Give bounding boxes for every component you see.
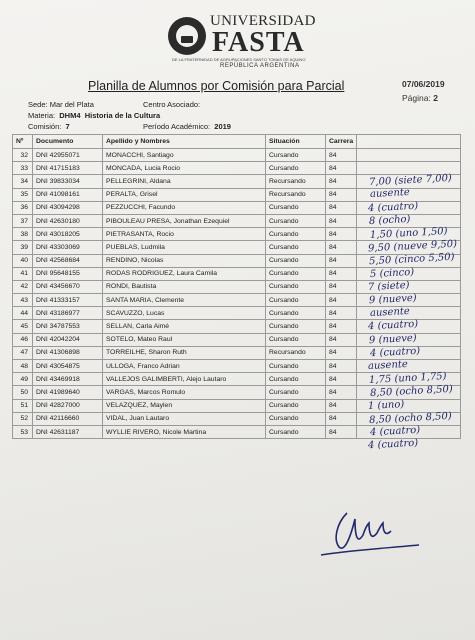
row-career: 84 xyxy=(326,386,357,399)
table-row xyxy=(13,162,461,175)
row-number: 38 xyxy=(13,228,33,241)
handwritten-grade: 7 (siete) xyxy=(367,279,410,293)
header-situation: Situación xyxy=(266,135,326,149)
row-career: 84 xyxy=(326,294,357,307)
row-document: DNI 42630180 xyxy=(33,214,103,227)
row-name: VIDAL, Juan Lautaro xyxy=(103,412,266,425)
row-document: DNI 34787553 xyxy=(33,320,103,333)
row-situation: Recursando xyxy=(266,188,326,201)
centro-label: Centro Asociado: xyxy=(143,100,201,109)
row-document: DNI 41306898 xyxy=(33,346,103,359)
row-document: DNI 39833034 xyxy=(33,175,103,188)
row-number: 43 xyxy=(13,294,33,307)
row-document: DNI 43456670 xyxy=(33,280,103,293)
row-career: 84 xyxy=(326,241,357,254)
handwritten-grade: 9,50 (nueve 9,50) xyxy=(367,238,458,255)
row-career: 84 xyxy=(326,412,357,425)
handwritten-grade: 8 (ocho) xyxy=(368,213,411,227)
row-name: PELLEGRINI, Aldana xyxy=(103,175,266,188)
row-document: DNI 42568684 xyxy=(33,254,103,267)
row-career: 84 xyxy=(326,333,357,346)
header-grade-blank xyxy=(357,135,461,149)
row-name: MONCADA, Lucia Rocio xyxy=(103,162,266,175)
materia-name: Historia de la Cultura xyxy=(84,111,161,120)
row-situation: Cursando xyxy=(266,241,326,254)
handwritten-grade: 4 (cuatro) xyxy=(367,319,419,333)
row-name: RENDINO, Nicolas xyxy=(103,254,266,267)
materia-line xyxy=(28,111,160,120)
row-number: 51 xyxy=(13,399,33,412)
row-situation: Cursando xyxy=(266,386,326,399)
page-number-value: 2 xyxy=(433,93,438,103)
row-situation: Cursando xyxy=(266,267,326,280)
row-career: 84 xyxy=(326,175,357,188)
university-seal-icon xyxy=(168,17,206,55)
row-document: DNI 43186977 xyxy=(33,307,103,320)
row-situation: Cursando xyxy=(266,149,326,162)
header-career: Carrera xyxy=(326,135,357,149)
page-number-label: Página: xyxy=(402,93,431,103)
handwritten-grade: 4 (cuatro) xyxy=(367,437,419,452)
handwritten-grade: ausente xyxy=(369,306,411,320)
row-name: PERALTA, Grisel xyxy=(103,188,266,201)
row-career: 84 xyxy=(326,214,357,227)
row-situation: Cursando xyxy=(266,228,326,241)
row-document: DNI 42955071 xyxy=(33,149,103,162)
row-situation: Recursando xyxy=(266,346,326,359)
materia-label: Materia: xyxy=(28,111,56,120)
row-number: 49 xyxy=(13,373,33,386)
row-number: 35 xyxy=(13,188,33,201)
header-name: Apellido y Nombres xyxy=(103,135,266,149)
row-number: 46 xyxy=(13,333,33,346)
row-career: 84 xyxy=(326,307,357,320)
handwritten-grade: 5 (cinco) xyxy=(369,266,415,280)
row-name: SELLAN, Carla Aimé xyxy=(103,320,266,333)
row-career: 84 xyxy=(326,373,357,386)
row-number: 39 xyxy=(13,241,33,254)
periodo-line xyxy=(143,122,231,131)
header-document: Documento xyxy=(33,135,103,149)
row-name: PIBOULEAU PRESA, Jonathan Ezequiel xyxy=(103,214,266,227)
row-situation: Cursando xyxy=(266,280,326,293)
row-career: 84 xyxy=(326,399,357,412)
page-number xyxy=(402,93,438,103)
periodo-label: Período Académico: xyxy=(143,122,211,131)
row-document: DNI 43054875 xyxy=(33,360,103,373)
row-number: 40 xyxy=(13,254,33,267)
row-name: VARGAS, Marcos Romulo xyxy=(103,386,266,399)
comision-line xyxy=(28,122,70,131)
handwritten-grade: 7,00 (siete 7,00) xyxy=(368,173,453,189)
row-career: 84 xyxy=(326,280,357,293)
row-name: WYLLIE RIVERO, Nicole Martina xyxy=(103,425,266,438)
row-name: VALLEJOS GALIMBERTI, Alejo Lautaro xyxy=(103,373,266,386)
comision-label: Comisión: xyxy=(28,122,62,131)
logo-country: REPÚBLICA ARGENTINA xyxy=(220,63,300,69)
sede-label: Sede: xyxy=(28,100,48,109)
row-name: SOTELO, Mateo Raul xyxy=(103,333,266,346)
row-situation: Cursando xyxy=(266,254,326,267)
sede-value: Mar del Plata xyxy=(49,100,94,109)
handwritten-grade: 1,75 (uno 1,75) xyxy=(368,371,447,387)
handwritten-grade: ausente xyxy=(367,358,409,373)
handwritten-grade: 1,50 (uno 1,50) xyxy=(369,225,448,242)
row-name: MONACCHI, Santiago xyxy=(103,149,266,162)
row-number: 53 xyxy=(13,425,33,438)
row-number: 45 xyxy=(13,320,33,333)
sede-line xyxy=(28,100,94,109)
row-situation: Cursando xyxy=(266,333,326,346)
row-career: 84 xyxy=(326,162,357,175)
row-name: ULLOGA, Franco Adrian xyxy=(103,360,266,373)
row-number: 33 xyxy=(13,162,33,175)
row-name: RONDI, Bautista xyxy=(103,280,266,293)
handwritten-grade: 8,50 (ocho 8,50) xyxy=(368,410,453,426)
row-document: DNI 43094298 xyxy=(33,201,103,214)
row-document: DNI 41333157 xyxy=(33,294,103,307)
comision-value: 7 xyxy=(65,122,70,131)
row-document: DNI 43469918 xyxy=(33,373,103,386)
row-situation: Cursando xyxy=(266,373,326,386)
report-date: 07/06/2019 xyxy=(402,79,445,89)
row-situation: Cursando xyxy=(266,201,326,214)
row-number: 47 xyxy=(13,346,33,359)
row-career: 84 xyxy=(326,149,357,162)
row-career: 84 xyxy=(326,201,357,214)
periodo-value: 2019 xyxy=(214,122,231,131)
row-situation: Cursando xyxy=(266,360,326,373)
row-name: RODAS RODRIGUEZ, Laura Camila xyxy=(103,267,266,280)
row-document: DNI 41098161 xyxy=(33,188,103,201)
row-name: PUEBLAS, Ludmila xyxy=(103,241,266,254)
row-number: 37 xyxy=(13,214,33,227)
row-document: DNI 42116660 xyxy=(33,412,103,425)
row-name: VELAZQUEZ, Maylen xyxy=(103,399,266,412)
row-number: 52 xyxy=(13,412,33,425)
header-number: Nº xyxy=(13,135,33,149)
row-document: DNI 42042204 xyxy=(33,333,103,346)
row-career: 84 xyxy=(326,267,357,280)
row-career: 84 xyxy=(326,425,357,438)
handwritten-grade: 5,50 (cinco 5,50) xyxy=(368,252,455,268)
row-career: 84 xyxy=(326,254,357,267)
handwritten-grade: 9 (nueve) xyxy=(368,332,417,346)
row-career: 84 xyxy=(326,346,357,359)
row-document: DNI 43303069 xyxy=(33,241,103,254)
row-situation: Cursando xyxy=(266,320,326,333)
row-document: DNI 42827000 xyxy=(33,399,103,412)
row-name: SANTA MARIA, Clemente xyxy=(103,294,266,307)
row-career: 84 xyxy=(326,320,357,333)
logo-name-top: UNIVERSIDAD xyxy=(210,13,316,29)
row-situation: Cursando xyxy=(266,294,326,307)
handwritten-grade: ausente xyxy=(369,187,411,201)
handwritten-grade: 8,50 (ocho 8,50) xyxy=(369,384,454,400)
row-number: 42 xyxy=(13,280,33,293)
row-grade-cell xyxy=(357,149,461,162)
logo-subline: DE LA FRATERNIDAD DE AGRUPACIONES SANTO TOMAS DE AQUINO xyxy=(172,57,306,62)
row-name: SCAVUZZO, Lucas xyxy=(103,307,266,320)
row-situation: Cursando xyxy=(266,425,326,438)
row-name: PEZZUCCHI, Facundo xyxy=(103,201,266,214)
row-number: 34 xyxy=(13,175,33,188)
row-document: DNI 42631187 xyxy=(33,425,103,438)
row-situation: Recursando xyxy=(266,175,326,188)
materia-code: DHM4 xyxy=(59,111,81,120)
row-situation: Cursando xyxy=(266,412,326,425)
row-name: PIETRASANTA, Rocio xyxy=(103,228,266,241)
handwritten-grade: 4 (cuatro) xyxy=(367,200,419,214)
row-name: TORREILHE, Sharon Ruth xyxy=(103,346,266,359)
handwritten-grade: 9 (nueve) xyxy=(368,292,417,307)
table-row xyxy=(13,149,461,162)
row-number: 44 xyxy=(13,307,33,320)
logo-name-main: FASTA xyxy=(212,27,305,58)
row-number: 41 xyxy=(13,267,33,280)
page-title: Planilla de Alumnos por Comisión para Parcial xyxy=(88,79,345,93)
row-document: DNI 95648155 xyxy=(33,267,103,280)
row-number: 50 xyxy=(13,386,33,399)
university-logo xyxy=(168,13,316,69)
table-header-row xyxy=(13,135,461,149)
handwritten-grade: 4 (cuatro) xyxy=(369,424,421,439)
row-number: 36 xyxy=(13,201,33,214)
row-career: 84 xyxy=(326,188,357,201)
handwritten-grade: 1 (uno) xyxy=(367,398,405,412)
row-number: 32 xyxy=(13,149,33,162)
row-number: 48 xyxy=(13,360,33,373)
handwritten-grade: 4 (cuatro) xyxy=(369,345,421,360)
row-situation: Cursando xyxy=(266,307,326,320)
row-document: DNI 41715183 xyxy=(33,162,103,175)
row-situation: Cursando xyxy=(266,162,326,175)
row-career: 84 xyxy=(326,360,357,373)
row-document: DNI 43018205 xyxy=(33,228,103,241)
handwritten-signature xyxy=(315,505,430,575)
row-career: 84 xyxy=(326,228,357,241)
row-situation: Cursando xyxy=(266,399,326,412)
row-situation: Cursando xyxy=(266,214,326,227)
row-document: DNI 41989640 xyxy=(33,386,103,399)
